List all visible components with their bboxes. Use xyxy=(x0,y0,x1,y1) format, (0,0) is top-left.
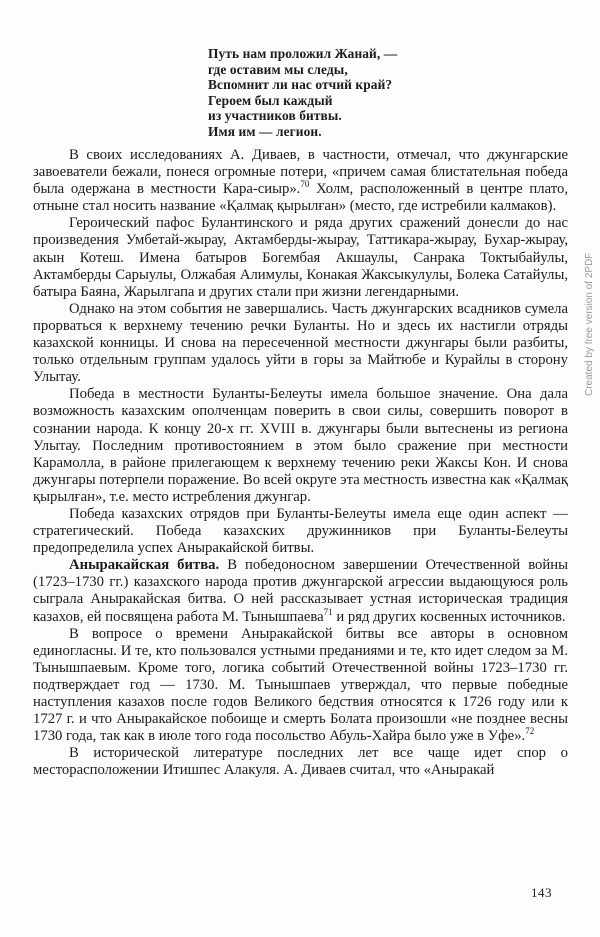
text-run: Аныракайская битва. xyxy=(69,557,220,574)
text-run: В исторической литературе последних лет все чаще идет спор о месторасположении Итишпес Алакуля. А. Диваев считал, что «Аныракай xyxy=(33,745,568,779)
text-run: В своих исследованиях А. Диваев, в частности, отмечал, что джунгарские завоеватели бежали, понеся огромные потери, «причем самая блистательная победа была одержана в местности Кара-сиыр». xyxy=(33,147,568,198)
text-run: и ряд других косвенных источников. xyxy=(332,608,566,625)
poem-line: Путь нам проложил Жанай, — xyxy=(208,46,398,61)
paragraph xyxy=(33,745,568,779)
paragraph xyxy=(33,626,568,746)
text-run: Победа казахских отрядов при Буланты-Белеуты имела еще один аспект — стратегический. Победа казахских дружинников при Буланты-Белеуты предопределила успех Аныракайской битвы. xyxy=(33,505,568,557)
text-run: Героический пафос Булантинского и ряда других сражений донесли до нас произведения Умбетай-жырау, Актамберды-жырау, Таттикара-жырау, Бухар-жырау, акын Котеш. Имена батыров Богембая Акшаулы, Санрака Токтыбайулы, Актамберды Сарыулы, Олжабая Алимулы, Конакая Жаксыкулулы, Болека Сатайулы, батыра Баяна, Жарылгапа и других стали при жизни легендарными. xyxy=(33,215,568,300)
paragraph xyxy=(33,506,568,557)
watermark-text: Created by free version of 2PDF xyxy=(584,252,595,396)
paragraph xyxy=(33,215,568,300)
poem-line: Героем был каждый xyxy=(208,92,333,108)
text-run: В победоносном завершении Отечественной войны (1723–1730 гг.) казахского народа против джунгарской агрессии выдающуюся роль сыграла Аныракайская битва. О ней рассказывает устная историческая традиция казахов, ей посвящена работа М. Тынышпаева xyxy=(33,557,568,625)
poem-line: Вспомнит ли нас отчий край? xyxy=(208,77,393,93)
paragraph xyxy=(33,557,568,625)
poem-line: где оставим мы следы, xyxy=(208,61,348,77)
body-text xyxy=(33,147,568,779)
paragraph xyxy=(33,386,568,506)
text-run: Победа в местности Буланты-Белеуты имела большое значение. Она дала возможность казахским ополченцам поверить в свои силы, совершить поворот в сознании народа. К концу 20-х гг. XVIII в. джунгары были вытеснены из региона Улытау. Последним противостоянием в этом было сражение при местности Карамолла, в районе прилегающем к верхнему течению реки Жаксы Кон. И снова джунгары потерпели поражение. Во всей округе эта местность известна как «Қалмақ қырылған», т.е. место истребления джунгар. xyxy=(33,386,568,505)
text-run: В вопросе о времени Аныракайской битвы все авторы в основном единогласны. И те, кто пользовался устными преданиями и те, кто идет следом за М. Тынышпаевым. Кроме того, логика событий Отечественной войны 1723–1730 гг. подтверждает год — 1730. М. Тынышпаев утверждал, что первые победные наступления казахов после годов Великого бедствия относятся к 1726 году или к 1727 г. и что Аныракайское побоище и смерть Болата произошли «не позднее весны 1730 года, так как в июле того года посольство Абуль-Хайра было уже в Уфе». xyxy=(33,625,568,745)
poem-line: из участников битвы. xyxy=(208,108,342,124)
epigraph-poem xyxy=(208,46,397,140)
text-run: Холм, расположенный в центре плато, отныне стал носить название «Қалмақ қырылған» (место, где истребили калмаков). xyxy=(33,181,568,215)
footnote-reference: 71 xyxy=(323,606,333,617)
text-run: Однако на этом события не завершались. Часть джунгарских всадников сумела прорваться к верхнему течению речки Буланты. Но и здесь их настигли отряды казахской конницы. И снова на пересеченной местности джунгары были разбиты, только отдельным группам удалось уйти в горы за Майтюбе и Курайлы в сторону Улытау. xyxy=(33,300,568,386)
page-number: 143 xyxy=(531,885,552,900)
footnote-reference: 72 xyxy=(525,726,535,737)
paragraph xyxy=(33,301,568,386)
footnote-reference: 70 xyxy=(300,179,310,190)
paragraph xyxy=(33,147,568,215)
poem-line: Имя им — легион. xyxy=(208,123,322,139)
